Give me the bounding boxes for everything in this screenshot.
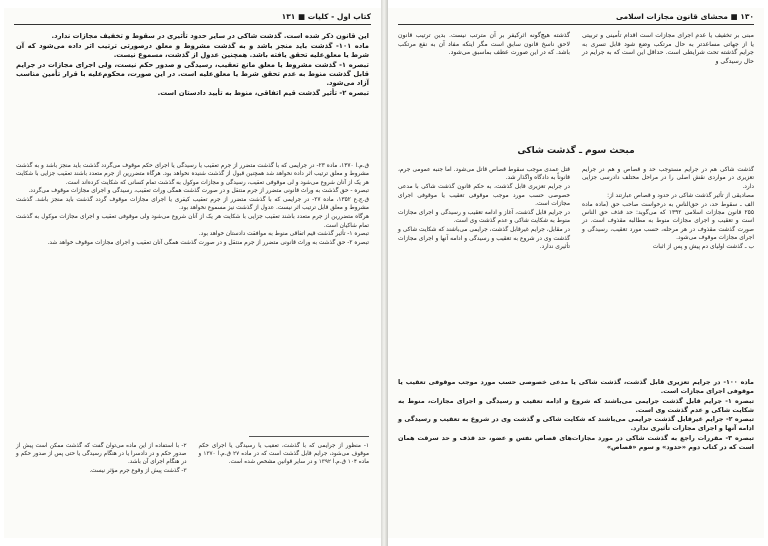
left-main-text: [16, 32, 369, 154]
paragraph: گذشت شاکی هم در جرایم مستوجب حد و قصاص و هم در جرایم تعزیری در مواردی نقش اصلی را در مراحل مختلف دادرسی جزایی دارد.: [582, 167, 754, 190]
paragraph: تبصره ۲- تأثیر گذشت قیم اتفاقی، منوط به تأیید دادستان است.: [157, 89, 369, 98]
footnote-paragraph: هرگاه متضررین از جرم متعدد باشند تعقیب جزایی با شکایت هر یک از آنان شروع می‌شود ولی موقوفی تعقیب و اجرای مجازات موکول به گذشت تمام شاکیان است.: [16, 214, 369, 229]
right-page: [388, 8, 764, 538]
footnote-rule: [249, 436, 369, 437]
right-mid-columns: [398, 166, 754, 372]
article-paragraph: ماده ۱۰۰- در جرایم تعزیری قابل گذشت، گذشت شاکی یا مدعی خصوصی حسب مورد موجب موقوفی تعقیب یا موقوفی اجرای مجازات است.: [398, 378, 755, 396]
left-bottom-col-left: [16, 442, 187, 532]
article-paragraph: تبصره ۱- جرایم قابل گذشت جرایمی می‌باشند که شروع و ادامه تعقیب و رسیدگی و اجرای مجازات، منوط به شکایت شاکی و عدم گذشت وی است.: [398, 396, 755, 414]
right-header-rule: [398, 24, 754, 25]
paragraph: گذشته هیچ‌گونه اثرکیفر بر آن مترتب نیست. بدین ترتیب قانون لاحق ناسخ قانون سابق است مگر اینکه مفاد آن به نفع مرتکب باشد. که در این صورت عطف بماسبق می‌شود.: [398, 32, 570, 57]
article-paragraph: تبصره ۲- جرایم غیرقابل گذشت جرایمی می‌باشند که شکایت شاکی و گذشت وی در شروع به تعقیب و رسیدگی و ادامه آنها و اجرای مجازات تأثیری ندارد.: [398, 415, 754, 433]
left-footnote-text: [16, 162, 369, 427]
left-bottom-columns: [16, 442, 369, 532]
section-title: مبحث سوم ـ گذشت شاکی: [517, 146, 635, 156]
left-page: [4, 8, 381, 538]
right-top-columns: [398, 32, 754, 136]
note-paragraph: ۲- با استفاده از این ماده می‌توان گفت که گذشت ممکن است پیش از صدور حکم و در دادسرا یا در هنگام رسیدگی یا حتی پس از صدور حکم و در هنگام اجرای آن باشد.: [16, 443, 187, 466]
paragraph: این قانون ذکر شده است. گذشت شاکی در سایر حدود تأثیری در سقوط و تخفیف مجازات ندارد.: [51, 32, 369, 40]
right-mid-col-right: [582, 166, 754, 372]
right-top-col-right: [582, 32, 754, 136]
footnote-paragraph: ق.ج.ع ۱۳۵۲، ماده ۲۷- در جرایمی که با گذشت متضرر از جرم تعقیب کیفری یا اجرای مجازات موقوف گردد گذشت باید منجز باشد. گذشت مشروط و معلق قابل ترتیب اثر نیست. عدول از گذشت نیز مسموع نخواهد بود.: [16, 197, 370, 212]
paragraph: ماده ۱۰۱- گذشت باید منجز باشد و به گذشت مشروط و معلق درصورتی ترتیب اثر داده می‌شود که آن شرط یا معلق‌علیه تحقق یافته باشد. همچنین عدول از گذشت، مسموع نیست.: [16, 41, 369, 60]
note-paragraph: ۳- گذشت پیش از وقوع جرم مؤثر نیست.: [89, 468, 187, 475]
right-bottom-text: [398, 378, 754, 534]
left-header-rule: [14, 24, 371, 25]
paragraph: الف ـ سقوط حد، در حق‌الناس به درخواست صاحب حق (ماده ماده ۲۵۵ قانون مجازات اسلامی ۱۳۹۲ که می‌گوید: حد قذف حق الناس است و تعقیب و اجرای مجازات منوط به مطالبه مقذوف است. در صورت گذشت مقذوف در هر مرحله، حسب مورد تعقیب، رسیدگی و اجرای مجازات موقوف می‌شود.: [582, 201, 754, 242]
paragraph: ب ـ گذشت اولیای دم پیش و پس از اثبات: [652, 244, 754, 251]
paragraph: مصادیقی از تأثیر گذشت شاکی در حدود و قصاص عبارتند از:: [607, 192, 754, 199]
right-running-head: ۱۳۰ ■ محشای قانون مجازات اسلامی: [615, 12, 754, 21]
paragraph: تبصره ۱- گذشت مشروط یا معلق مانع تعقیب، رسیدگی و صدور حکم نیست، ولی اجرای مجازات در جرایم قابل گذشت منوط به عدم تحقق شرط یا معلق‌علیه است. در این صورت، محکوم‌علیه با قرار تأمین مناسب آزاد می‌شود.: [16, 60, 369, 88]
footnote-paragraph: ق.م.ا ۱۳۷۰، ماده ۲۳- در جرایمی که با گذشت متضرر از جرم تعقیب یا رسیدگی یا اجرای حکم موقوف می‌گردد گذشت باید منجز باشد و به گذشت مشروط و معلق ترتیب اثر داده نخواهد شد همچنین قبول از گذشت شنیده نخواهد بود. هرگاه متضررین از جرم متعدد باشند تعقیب جزایی با شکایت هر یک از آنان شروع می‌شود و لی موقوفی تعقیب، رسیدگی و مجازات موکول به گذشت تمام کسانی که شکایت کرده‌اند است.: [16, 163, 370, 186]
paragraph: قتل عمدی موجب سقوط قصاص قاتل می‌شود. اما جنبه عمومی جرم، قانوناً به دادگاه واگذار شد.: [398, 167, 570, 182]
footnote-paragraph: تبصره - حق گذشت به وراث قانونی متضرر از جرم منتقل و در صورت گذشت همگی وراث تعقیب، رسیدگی و اجرای مجازات موقوف می‌گردد.: [28, 188, 369, 195]
right-mid-col-left: [398, 166, 570, 372]
left-running-head: کتاب اول - کلیات ■ ۱۳۱: [281, 12, 371, 21]
paragraph: در جرایم قابل گذشت، آغاز و ادامه تعقیب و رسیدگی و اجرای مجازات منوط به شکایت شاکی و عدم گذشت وی است.: [398, 210, 570, 225]
article-paragraph: تبصره ۳- مقررات راجع به گذشت شاکی در مورد مجازات‌های قصاص نفس و عضو، حد قذف و حد سرقت همان است که در کتاب دوم «حدود» و سوم «قصاص»: [398, 434, 754, 452]
right-top-col-left: [398, 32, 570, 136]
paragraph: در مقابل، جرایم غیرقابل گذشت، جرایمی می‌باشند که شکایت شاکی و گذشت وی در شروع به تعقیب و رسیدگی و ادامه آنها و اجرای مجازات تأثیری ندارد.: [398, 227, 570, 251]
book-gutter: [381, 0, 388, 546]
left-bottom-col-right: [199, 442, 370, 532]
paragraph: در جرایم تعزیری قابل گذشت، به حکم قانون گذشت شاکی با مدعی خصوصی حسب مورد موجب موقوفی تعقیب یا موقوفی اجرای مجازات است.: [398, 184, 570, 208]
footnote-paragraph: تبصره ۲- حق گذشت به وراث قانونی متضرر از جرم منتقل و در صورت گذشت همگی آنان تعقیب و اجرای مجازات موقوف خواهد شد.: [47, 240, 369, 247]
paragraph: مبنی بر تخفیف یا عدم اجرای مجازات است اقدام تأمینی و تربیتی یا از جهاتی مساعدتر به حال مرتکب وضع شود قابل تسری به جرایم گذشته تحت شرایطی است. حداقل این است که به جرایم در حال رسیدگی و: [582, 32, 754, 65]
note-paragraph: ۱- منظور از جرایمی که با گذشت، تعقیب یا رسیدگی یا اجرای حکم موقوف می‌شود، جرایم قابل گذشت است که در ماده ۲۷ ق.م.ا ۱۳۷۰ و ماده ۱۰۴ ق.م.ا ۱۳۹۲ و در سایر قوانین مشخص شده است.: [198, 443, 369, 466]
footnote-paragraph: تبصره ۱- تأثیر گذشت قیم اتفاقی منوط به موافقت دادستان خواهد بود.: [198, 231, 369, 238]
